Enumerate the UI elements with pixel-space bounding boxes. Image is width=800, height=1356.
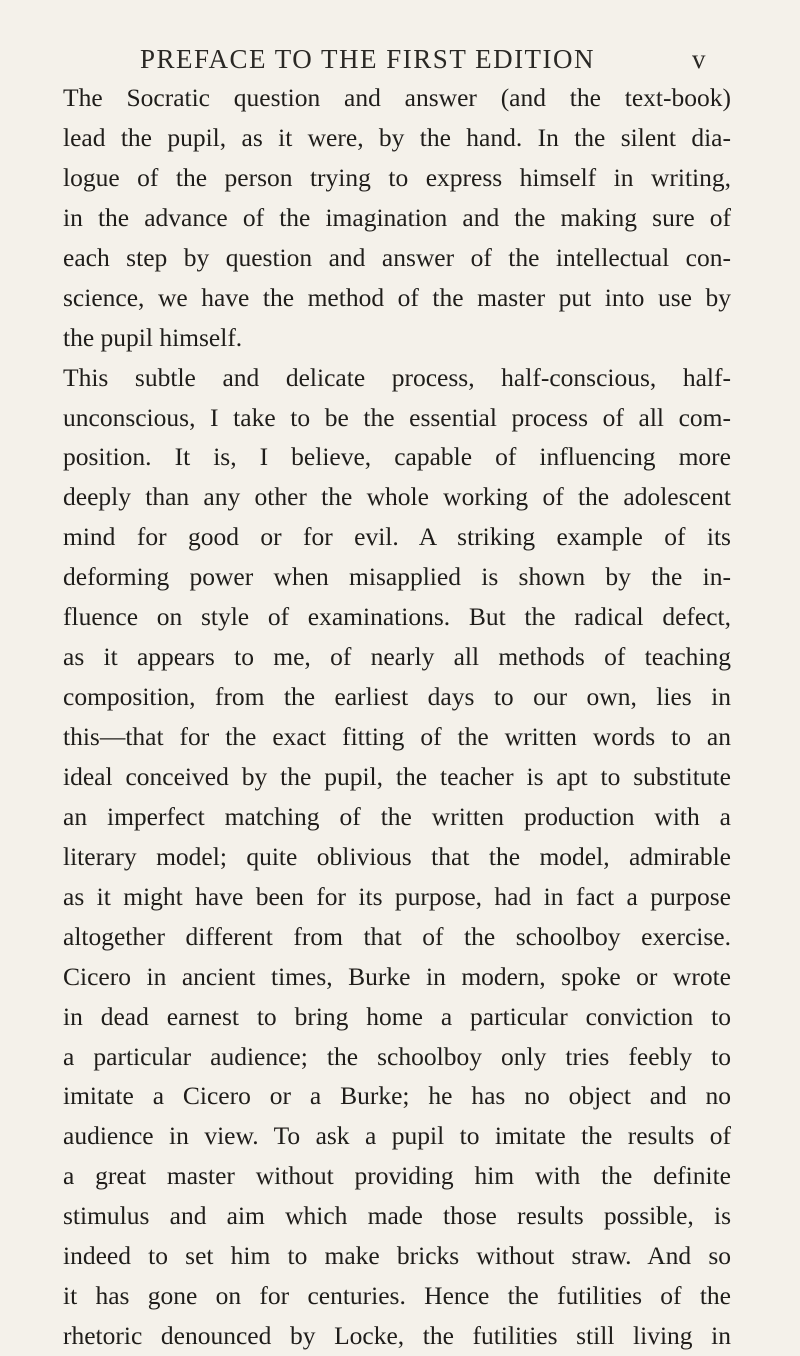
text-line: altogether different from that of the schoolboy exercise. — [63, 921, 731, 951]
text-line: This subtle and delicate process, half-conscious, half- — [63, 362, 731, 392]
text-line: as it appears to me, of nearly all methods of teaching — [63, 642, 731, 672]
text-line: an imperfect matching of the written production with a — [63, 801, 731, 831]
text-line: in dead earnest to bring home a particular conviction to — [63, 1001, 731, 1031]
text-line: composition, from the earliest days to our own, lies in — [63, 682, 731, 712]
page-number: v — [692, 44, 706, 74]
text-line: imitate a Cicero or a Burke; he has no object and no — [63, 1081, 731, 1111]
text-line: deforming power when misapplied is shown by the in- — [63, 562, 731, 592]
text-line: the pupil himself. — [63, 322, 243, 352]
text-line: lead the pupil, as it were, by the hand. In the silent dia- — [63, 122, 731, 152]
text-line: science, we have the method of the master put into use by — [63, 282, 731, 312]
text-line: rhetoric denounced by Locke, the futilities still living in — [63, 1321, 731, 1351]
running-head: PREFACE TO THE FIRST EDITION — [140, 44, 596, 74]
text-line: as it might have been for its purpose, had in fact a purpose — [63, 881, 731, 911]
body-text — [63, 78, 731, 1356]
text-line: fluence on style of examinations. But the radical defect, — [63, 602, 731, 632]
text-line: in the advance of the imagination and the making sure of — [63, 202, 731, 232]
text-line: a particular audience; the schoolboy only tries feebly to — [63, 1041, 731, 1071]
text-line: literary model; quite oblivious that the model, admirable — [63, 841, 731, 871]
text-line: stimulus and aim which made those results possible, is — [63, 1201, 731, 1231]
text-line: indeed to set him to make bricks without straw. And so — [63, 1241, 731, 1271]
text-line: The Socratic question and answer (and the text-book) — [63, 83, 731, 112]
text-line: logue of the person trying to express himself in writing, — [63, 162, 731, 192]
text-line: deeply than any other the whole working of the adolescent — [63, 482, 731, 512]
text-line: mind for good or for evil. A striking example of its — [63, 522, 731, 552]
text-line: audience in view. To ask a pupil to imitate the results of — [63, 1121, 731, 1151]
text-line: unconscious, I take to be the essential process of all com- — [63, 402, 731, 432]
text-line: Cicero in ancient times, Burke in modern, spoke or wrote — [63, 961, 731, 991]
text-line: it has gone on for centuries. Hence the futilities of the — [63, 1281, 731, 1311]
text-line: position. It is, I believe, capable of influencing more — [63, 442, 731, 472]
text-line: this—that for the exact fitting of the written words to an — [63, 722, 731, 751]
text-line: a great master without providing him with the definite — [63, 1161, 731, 1191]
text-line: each step by question and answer of the intellectual con- — [63, 242, 731, 272]
text-line: ideal conceived by the pupil, the teacher is apt to substitute — [63, 761, 731, 791]
